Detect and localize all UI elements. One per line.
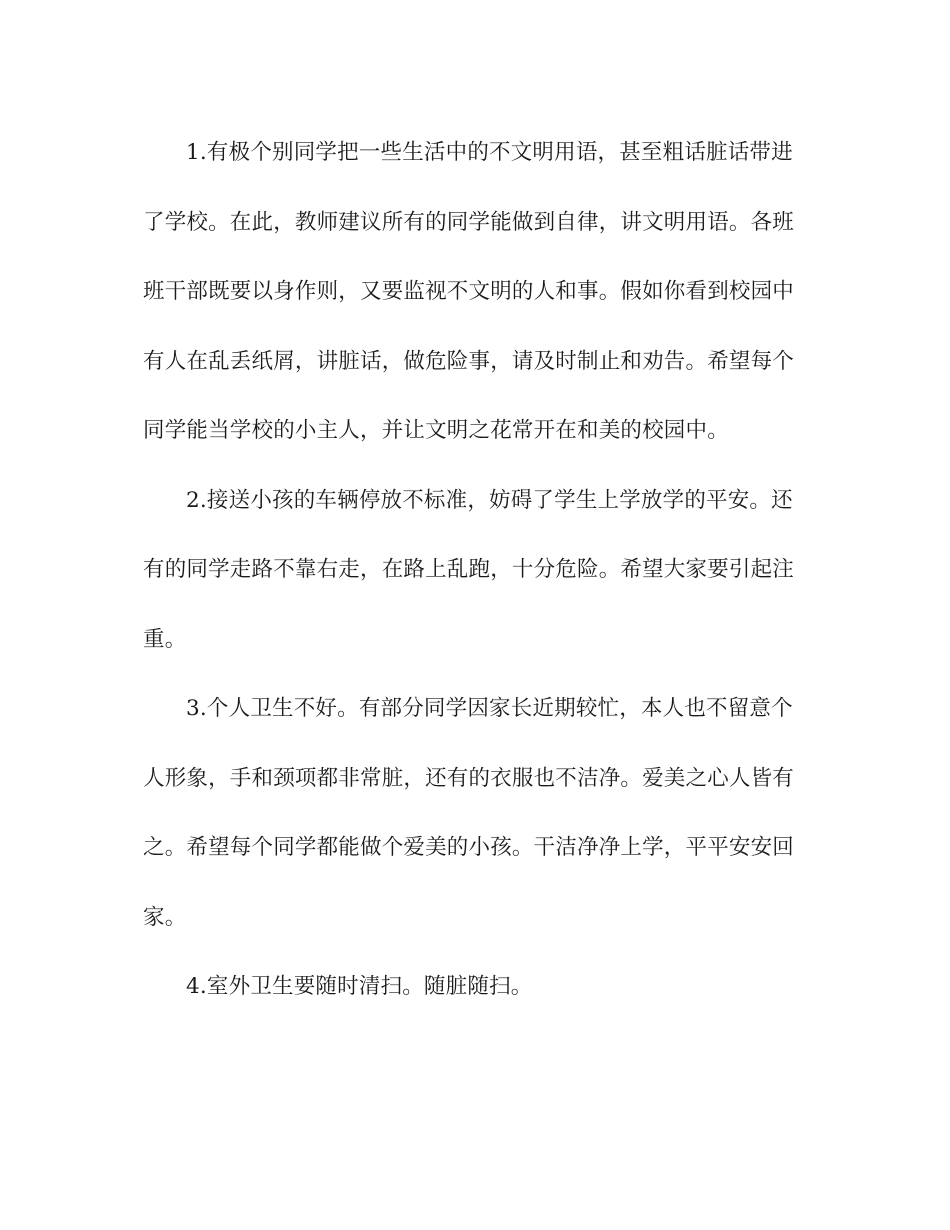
document-body (143, 118, 803, 1022)
paragraph-2 (143, 466, 803, 675)
text-line: 4.室外卫生要随时清扫。随脏随扫。 (186, 974, 533, 999)
paragraph-3 (143, 674, 803, 952)
text-line: 3.个人卫生不好。有部分同学因家长近期较忙，本人也不留意个 (186, 696, 793, 721)
text-line: 重。 (143, 626, 187, 652)
paragraph-4 (143, 952, 803, 1022)
text-line: 2.接送小孩的车辆停放不标准，妨碍了学生上学放学的平安。还 (186, 487, 793, 513)
text-line: 1.有极个别同学把一些生活中的不文明用语，甚至粗话脏话带进 (186, 140, 793, 165)
text-line: 有人在乱丢纸屑，讲脏话，做危险事，请及时制止和劝告。希望每个 (143, 348, 795, 374)
paragraph-1 (143, 118, 803, 466)
text-line: 有的同学走路不靠右走，在路上乱跑，十分危险。希望大家要引起注 (143, 557, 795, 582)
text-line: 了学校。在此，教师建议所有的同学能做到自律，讲文明用语。各班 (143, 209, 795, 235)
text-line: 家。 (143, 904, 187, 930)
text-line: 之。希望每个同学都能做个爱美的小孩。干洁净净上学，平平安安回 (143, 835, 795, 860)
text-line: 同学能当学校的小主人，并让文明之花常开在和美的校园中。 (143, 418, 729, 443)
text-line: 班干部既要以身作则，又要监视不文明的人和事。假如你看到校园中 (143, 279, 795, 304)
text-line: 人形象，手和颈项都非常脏，还有的衣服也不洁净。爱美之心人皆有 (143, 765, 795, 791)
